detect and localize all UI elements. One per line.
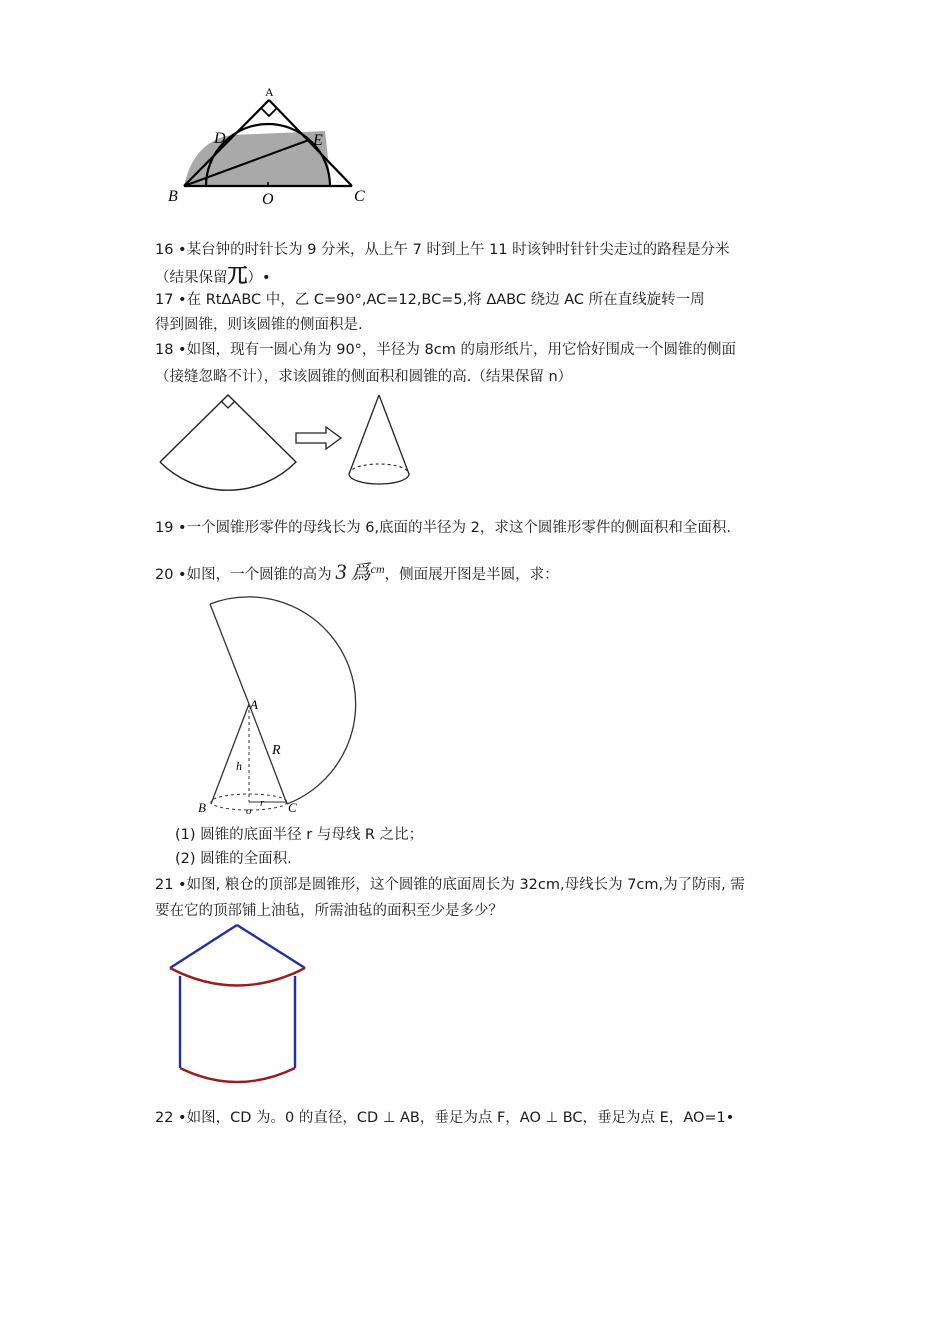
- granary-figure: [160, 918, 315, 1088]
- label-r-upper: R: [272, 743, 281, 758]
- sector-shape: [160, 395, 296, 490]
- right-angle-mark: [261, 108, 277, 116]
- cone-left-edge: [349, 395, 379, 474]
- cone-right-slant: [249, 704, 287, 804]
- height-number: 3: [335, 558, 347, 584]
- label-o: O: [262, 191, 274, 208]
- label-o: o: [246, 805, 252, 817]
- label-a: A: [250, 697, 258, 712]
- cone-base-back: [349, 464, 409, 474]
- q21-line-1: 21 •如图, 粮仓的顶部是圆锥形，这个圆锥的底面周长为 32cm,母线长为 7cm,为了防雨, 需: [155, 877, 745, 893]
- q17-line-2: 得到圆锥，则该圆锥的侧面积是.: [155, 317, 363, 333]
- cone-right-edge: [379, 395, 409, 474]
- q16-line-1: 16 •某台钟的时针长为 9 分米，从上午 7 时到上午 11 时该钟时针针尖走过的路程是分米: [155, 242, 730, 258]
- roof-right: [237, 925, 305, 968]
- pi-glyph: 兀: [227, 263, 248, 287]
- label-b: B: [168, 188, 178, 205]
- label-e: E: [313, 132, 323, 149]
- development-edge: [210, 604, 249, 704]
- label-d: D: [214, 130, 226, 147]
- label-a: A: [265, 85, 274, 99]
- q18-line-1: 18 •如图，现有一圆心角为 90°，半径为 8cm 的扇形纸片，用它恰好围成一个圆锥的侧面: [155, 342, 736, 358]
- arrow-icon: [296, 427, 341, 449]
- label-c: C: [288, 800, 297, 815]
- q20-text-end: ，侧面展开图是半圆，求：: [384, 566, 559, 583]
- height-unit: cm: [370, 562, 385, 576]
- q19-line-1: 19 •一个圆锥形零件的母线长为 6,底面的半径为 2，求这个圆锥形零件的侧面积和全面积.: [155, 520, 731, 536]
- semicircle-cone-figure: [190, 592, 370, 824]
- label-c: C: [354, 188, 365, 205]
- sector-to-cone-figure: [155, 390, 420, 500]
- q21-line-2: 要在它的顶部铺上油毡，所需油毡的面积至少是多少？: [155, 903, 503, 919]
- q20-sub-1: (1) 圆锥的底面半径 r 与母线 R 之比；: [175, 827, 424, 843]
- q20-text: 20 •如图，一个圆锥的高为: [155, 566, 332, 583]
- q17-line-1: 17 •在 RtΔABC 中，乙 C=90°,AC=12,BC=5,将 ΔABC 绕边 AC 所在直线旋转一周: [155, 292, 705, 308]
- label-b: B: [198, 800, 206, 815]
- label-r-lower: r: [260, 797, 265, 809]
- q20-sub-2: (2) 圆锥的全面积.: [175, 851, 292, 867]
- q16-text: （结果保留: [155, 270, 228, 286]
- q16-text-end: ）•: [247, 270, 271, 286]
- q16-line-2: [155, 265, 271, 288]
- base-arc: [180, 1068, 295, 1082]
- triangle-semicircle-figure: [160, 82, 380, 212]
- q22-line-1: 22 •如图，CD 为。0 的直径，CD ⊥ AB，垂足为点 F，AO ⊥ BC，垂足为点 E，AO=1•: [155, 1110, 735, 1126]
- q20-line-1: [155, 559, 559, 585]
- cone-left-slant: [211, 704, 249, 804]
- cone-base-front: [349, 474, 409, 484]
- development-arc: [210, 597, 356, 804]
- roof-left: [170, 925, 237, 968]
- label-h: h: [236, 759, 242, 773]
- q18-line-2: （接缝忽略不计），求该圆锥的侧面积和圆锥的高.（结果保留 n）: [155, 369, 573, 385]
- height-glyph: 爲: [350, 559, 371, 584]
- roof-base-arc: [170, 968, 305, 986]
- sector-right-angle: [221, 401, 235, 408]
